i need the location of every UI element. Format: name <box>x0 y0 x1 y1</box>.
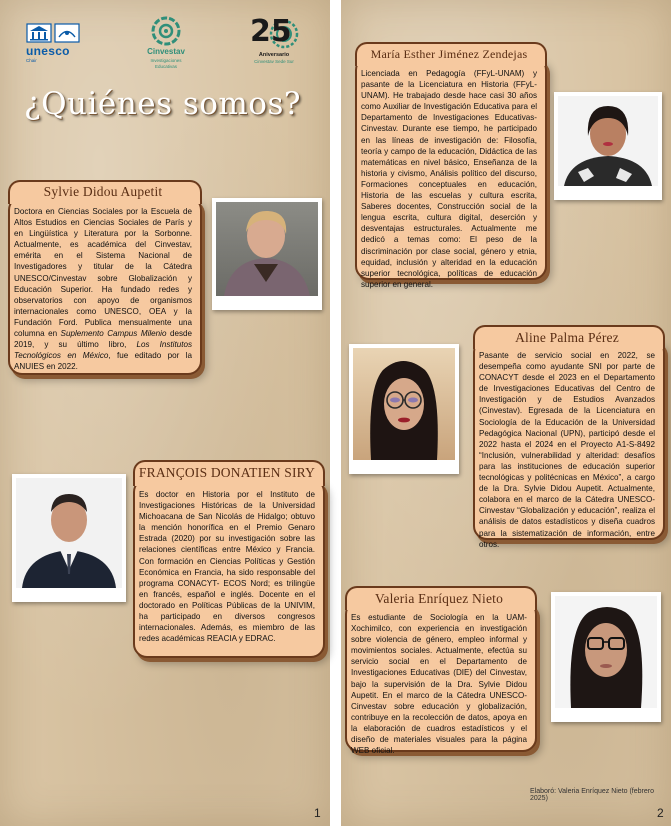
portrait-aline <box>349 344 459 474</box>
card-bio: Es doctor en Historia por el Instituto de Investigaciones Históricas de la Universidad Michoacana de San Nicolás de Hidalgo; obtuvo la mención honorífica en el Premio Genaro Estrada (2020) por su investigación sobre las relaciones científicas entre México y Francia. Con formación en Ciencias Políticas y Gestión Económica en Francia, ha sido responsable del programa CONACYT- ECOS Nord; es trilingüe en francés, español e inglés. Docente en el doctorado en Políticas Públicas de la UNIVIM, ha participado en diversos congresos internacionales. Además, es miembro de las redes académicas REACIA y EDRAC. <box>139 490 315 644</box>
card-name: María Esther Jiménez Zendejas <box>370 47 528 61</box>
portrait-valeria <box>551 592 661 722</box>
portrait-photo-icon <box>16 478 122 588</box>
cinvestav-subtext: Investigaciones Educativas <box>150 58 182 69</box>
anniversary-logo <box>248 14 300 70</box>
cinvestav-logo-icon <box>151 16 181 46</box>
portrait-photo-icon <box>558 96 658 186</box>
cinvestav-wordmark: Cinvestav <box>147 47 185 56</box>
card-name: Valeria Enríquez Nieto <box>374 591 504 606</box>
portrait-photo-icon <box>353 348 455 460</box>
card-bio: Es estudiante de Sociología en la UAM-Xochimilco, con experiencia en investigación sobre violencia de género, empleo informal y movimientos sociales. Actualmente, efectúa su servicio social en el Departamento de Investigaciones Educativas (DIE) del Cinvestav, bajo la supervisión de la Dra. Sylvie Didou Aupetit. En el marco de la Cátedra UNESCO-Cinvestav sobre educación y globalización, contribuye en la recolección de datos, apoya en la elaboración de cuadros estadísticos y el diseño de materiales visuales para la página WEB oficial. <box>351 613 527 756</box>
portrait-francois <box>12 474 126 602</box>
portrait-sylvie <box>212 198 322 310</box>
portrait-photo-icon <box>555 596 657 708</box>
card-bio: Doctora en Ciencias Sociales por la Escuela de Altos Estudios en Ciencias Sociales de París y en Lingüística y Literatura por la Sorbonne. Actualmente, es académica del Cinvestav, emérita en el Sistema Nacional de Investigadores y titular de la Cátedra UNESCO/Cinvestav sobre Globalización y Educación Superior. Ha fundado redes y observatorios con apoyo de organismos internacionales como UNESCO, OEA y la Fundación Ford. Publica mensualmente una columna en Suplemento Campus Milenio desde 2019, y su último libro, Los Institutos Tecnológicos en México, fue editado por la ANUIES en 2022. <box>14 207 192 372</box>
card-bio: Licenciada en Pedagogía (FFyL-UNAM) y pasante de la Licenciatura en Historia (FFyL-UNAM). He trabajado desde hace casi 30 años como Auxiliar de Investigación Educativa para el Departamento de Investigaciones Educativas-Cinvestav. Durante ese tiempo, he participado en las líneas de investigación de: Filosofía, teoría y campo de la educación, Didáctica de las matemáticas en nivel básico, Enseñanza de la historia y civismo, Análisis político del discurso, Formaciones conceptuales en educación, Historia de las escuelas y cultura escrita, Saberes docentes, Construcción social de la lengua escrita, cultura digital, deserción y desventajas estructurales. Actualmente me dedicó a temas como: El peso de la discriminación por clase social, género y etnia, equidad, inclusión y alteridad en la educación superior tecnológica, políticas de educación superior en general. <box>361 69 537 289</box>
anniversary-number: 25 <box>250 14 292 49</box>
anniversary-subtext: Cinvestav Sede Sur <box>254 59 294 64</box>
unesco-subtext: Chair <box>26 58 37 63</box>
cinvestav-logo <box>136 16 196 74</box>
page-heading: ¿Quiénes somos? <box>24 86 301 122</box>
credit-line: Elaboró: Valeria Enríquez Nieto (febrero 2025) <box>530 788 654 802</box>
unesco-logo-icon <box>26 22 82 44</box>
unesco-wordmark: unesco <box>26 44 70 58</box>
card-bio: Pasante de servicio social en 2022, se desempeña como ayudante SNI por parte de CONACYT desde el 2023 en el Departamento de Investigaciones Educativas del Centro de Investigación y de Estudios Avanzados (Cinvestav). Egresada de la Licenciatura en Sociología de la Educación de la Universidad Pedagógica Nacional (UPN), participó desde el 2022 hasta el 2024 en el Proyecto A1-S-8492 “Inclusión, vulnerabilidad y alteridad: desafíos para las instituciones de educación superior tecnológicas y politécnicas en México”, a cargo de la Dra. Sylvie Didou Aupetit. Actualmente, colabora en el marco de la Cátedra UNESCO-Cinvestav “Globalización y educación”, realiza el análisis de datos estadísticos y diseña cuadros para la sistematización de información, entre otros. <box>479 351 655 549</box>
card-name: FRANÇOIS DONATIEN SIRY <box>138 465 316 480</box>
anniversary-label: Aniversario <box>258 52 290 58</box>
page-2 <box>341 0 671 826</box>
card-name: Sylvie Didou Aupetit <box>43 184 163 199</box>
page-number: 1 <box>314 806 321 820</box>
portrait-maria-esther <box>554 92 662 200</box>
page-number: 2 <box>657 806 664 820</box>
card-name: Aline Palma Pérez <box>515 330 619 345</box>
portrait-photo-icon <box>216 202 318 296</box>
unesco-logo <box>26 22 86 66</box>
page-1 <box>0 0 330 826</box>
